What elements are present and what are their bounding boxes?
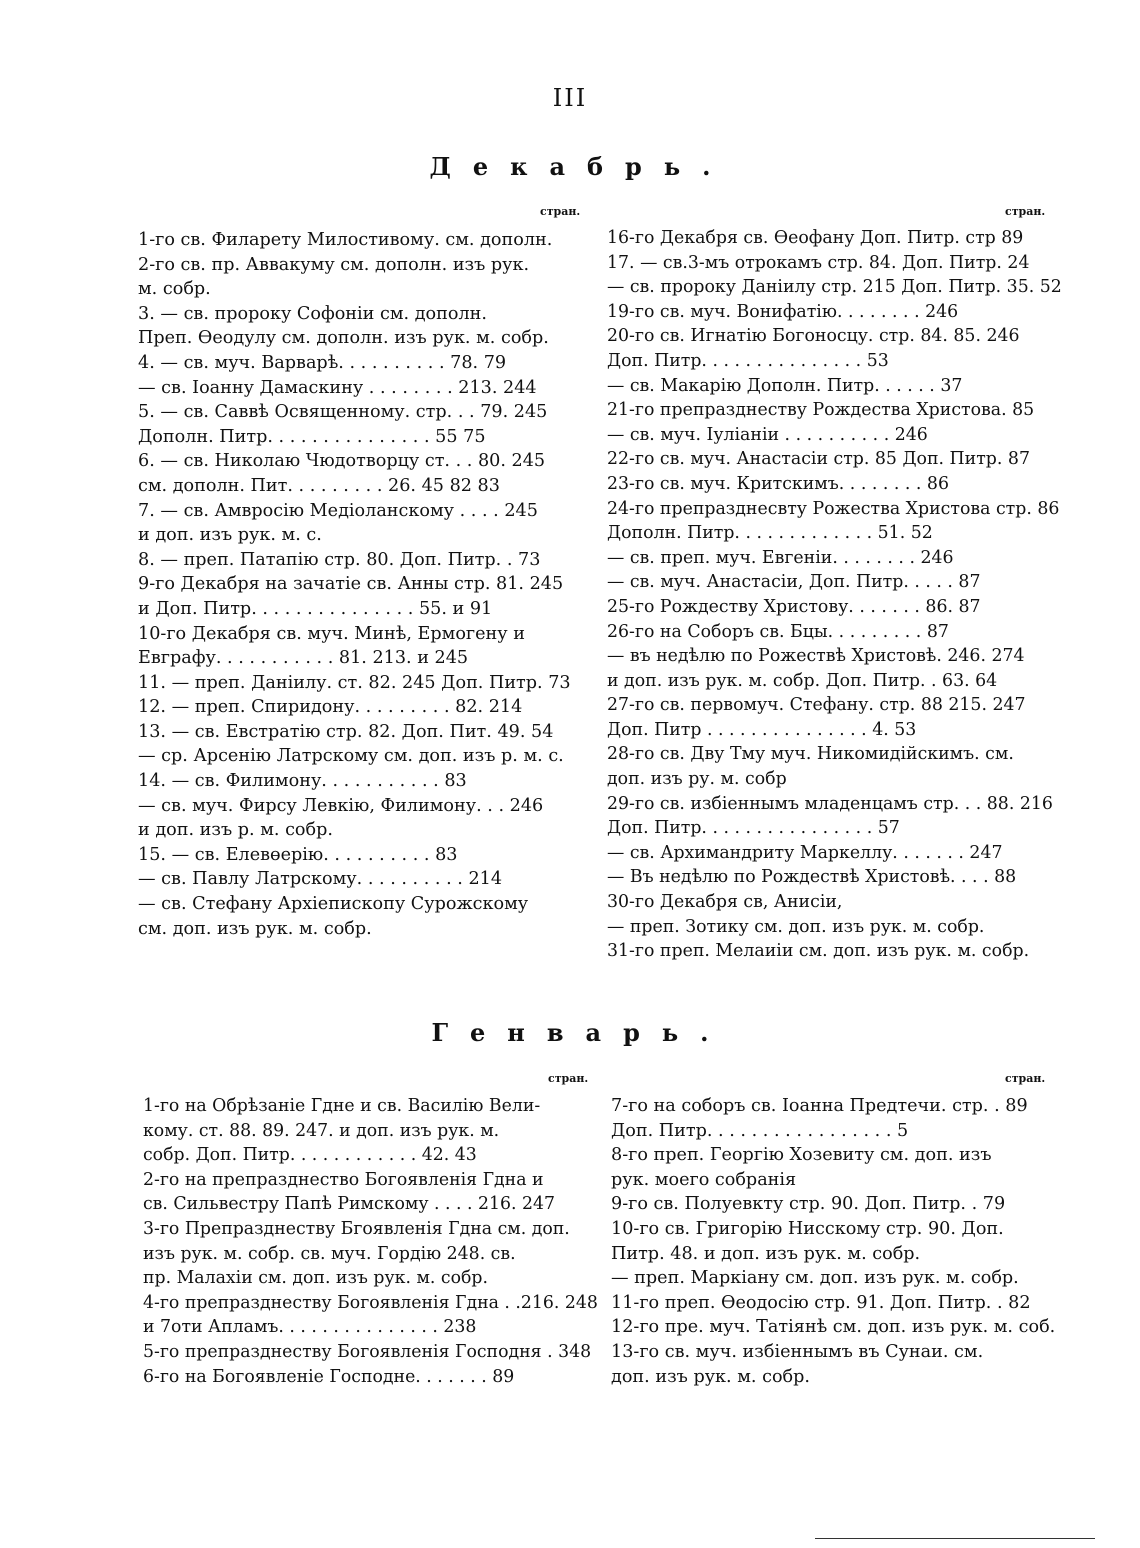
index-entry: 20-го св. Игнатію Богоносцу. стр. 84. 85. 246 <box>607 326 1020 347</box>
index-entry: 11. — преп. Даніилу. ст. 82. 245 Доп. Питр. 73 <box>138 672 571 693</box>
index-entry: 16-го Декабря св. Өеофану Доп. Питр. стр 89 <box>607 228 1024 248</box>
index-entry: 24-го препразднесвту Рожества Христова стр. 86 <box>607 498 1060 519</box>
index-entry: см. доп. изъ рук. м. собр. <box>138 918 372 939</box>
index-entry: Преп. Өеодулу см. дополн. изъ рук. м. собр. <box>138 328 549 349</box>
index-entry: 9-го св. Полуевкту стр. 90. Доп. Питр. . 79 <box>611 1194 1006 1215</box>
index-entry: доп. изъ рук. м. собр. <box>611 1366 811 1387</box>
index-entry: и 7оти Апламъ. . . . . . . . . . . . . . . 238 <box>143 1317 477 1338</box>
index-entry: 10-го св. Григорію Нисскому стр. 90. Доп. <box>611 1218 1004 1239</box>
section-title-january: Генварь. <box>431 1018 731 1047</box>
index-entry: 13. — св. Евстратію стр. 82. Доп. Пит. 49. 54 <box>138 721 554 742</box>
index-entry: доп. изъ ру. м. собр <box>607 769 787 790</box>
index-entry: — въ недѣлю по Рожествѣ Христовѣ. 246. 274 <box>607 646 1025 667</box>
index-entry: Доп. Питр . . . . . . . . . . . . . . . 4. 53 <box>607 719 917 740</box>
index-entry: см. дополн. Пит. . . . . . . . . 26. 45 82 83 <box>138 475 500 496</box>
index-entry: 2-го св. пр. Аввакуму см. дополн. изъ рук. <box>138 254 530 275</box>
section-title-december: Декабрь. <box>429 152 733 181</box>
index-entry: Дополн. Питр. . . . . . . . . . . . . 51. 52 <box>607 523 933 544</box>
index-entry: — св. муч. Анастасіи, Доп. Питр. . . . . 87 <box>607 572 981 593</box>
index-entry: и доп. изъ рук. м. собр. Доп. Питр. . 63. 64 <box>607 670 998 691</box>
index-entry: и доп. изъ рук. м. с. <box>138 525 322 546</box>
index-entry: 30-го Декабря св, Анисіи, <box>607 892 843 913</box>
index-entry: 13-го св. муч. избіеннымъ въ Сунаи. см. <box>611 1341 984 1362</box>
index-entry: — св. Макарію Дополн. Питр. . . . . . 37 <box>607 375 963 396</box>
index-entry: — св. муч. Фирсу Левкію, Филимону. . . 246 <box>138 795 544 816</box>
index-entry: 8-го преп. Георгію Хозевиту см. доп. изъ <box>611 1145 992 1166</box>
index-entry: 3-го Препразднеству Бгоявленія Гдна см. доп. <box>143 1218 570 1239</box>
index-entry: — св. преп. муч. Евгеніи. . . . . . . . 246 <box>607 547 954 568</box>
index-entry: 6. — св. Николаю Чюдотворцу ст. . . 80. 245 <box>138 451 546 472</box>
index-entry: — Въ недѣлю по Рождествѣ Христовѣ. . . . 88 <box>607 867 1017 888</box>
index-entry: 25-го Рождеству Христову. . . . . . . 86. 87 <box>607 596 981 617</box>
january-right-column <box>611 1094 1055 1389</box>
index-entry: 12-го пре. муч. Татіянѣ см. доп. изъ рук. м. соб. <box>611 1317 1056 1338</box>
index-entry: — преп. Маркіану см. доп. изъ рук. м. собр. <box>611 1268 1019 1289</box>
index-entry: — св. муч. Іуліаніи . . . . . . . . . . 246 <box>607 424 928 445</box>
bottom-rule <box>815 1538 1095 1539</box>
index-entry: 22-го св. муч. Анастасіи стр. 85 Доп. Питр. 87 <box>607 449 1030 470</box>
index-entry: 26-го на Соборъ св. Бцы. . . . . . . . . 87 <box>607 621 949 642</box>
index-entry: св. Сильвестру Папѣ Римскому . . . . 216. 247 <box>143 1194 556 1215</box>
index-entry: 9-го Декабря на зачатіе св. Анны стр. 81. 245 <box>138 574 564 595</box>
index-entry: — св. пророку Даніилу стр. 215 Доп. Питр. 35. 52 <box>607 277 1062 298</box>
index-entry: 1-го св. Филарету Милостивому. см. дополн. <box>138 230 553 250</box>
index-entry: — преп. Зотику см. доп. изъ рук. м. собр. <box>607 916 985 937</box>
index-entry: 7. — св. Амвросію Медіоланскому . . . . 245 <box>138 500 538 521</box>
index-entry: 11-го преп. Өеодосію стр. 91. Доп. Питр. . 82 <box>611 1292 1031 1313</box>
index-entry: Евграфу. . . . . . . . . . . 81. 213. и 245 <box>138 648 469 669</box>
index-entry: 2-го на препразднество Богоявленія Гдна и <box>143 1169 544 1190</box>
index-entry: — св. Архимандриту Маркеллу. . . . . . . 247 <box>607 842 1003 863</box>
index-entry: 27-го св. первомуч. Стефану. стр. 88 215. 247 <box>607 695 1026 716</box>
index-entry: и доп. изъ р. м. собр. <box>138 820 333 841</box>
index-entry: — св. Павлу Латрскому. . . . . . . . . . 214 <box>138 869 503 890</box>
december-left-column <box>138 228 571 941</box>
index-entry: Питр. 48. и доп. изъ рук. м. собр. <box>611 1243 921 1264</box>
index-entry: изъ рук. м. собр. св. муч. Гордію 248. св. <box>143 1243 516 1264</box>
index-entry: 4-го препразднеству Богоявленія Гдна . .216. 248 <box>143 1292 598 1313</box>
index-entry: Дополн. Питр. . . . . . . . . . . . . . . 55 75 <box>138 426 486 447</box>
index-entry: 4. — св. муч. Варварѣ. . . . . . . . . . 78. 79 <box>138 352 507 373</box>
january-left-column <box>143 1094 606 1389</box>
index-entry: — св. Стефану Архіепископу Сурожскому <box>138 894 529 915</box>
index-entry: 5-го препразднеству Богоявленія Господня . 348 <box>143 1341 592 1362</box>
left-column-header: стран. <box>548 1072 589 1085</box>
index-entry: кому. ст. 88. 89. 247. и доп. изъ рук. м. <box>143 1120 500 1141</box>
index-entry: 17. — св.3-мъ отрокамъ стр. 84. Доп. Питр. 24 <box>607 252 1030 273</box>
index-entry: Доп. Питр. . . . . . . . . . . . . . . . 57 <box>607 818 900 839</box>
index-entry: 6-го на Богоявленіе Господне. . . . . . . 89 <box>143 1366 515 1387</box>
index-entry: 3. — св. пророку Софоніи см. дополн. <box>138 303 487 324</box>
index-entry: и Доп. Питр. . . . . . . . . . . . . . . 55. и 91 <box>138 598 493 619</box>
december-right-column <box>607 226 1069 964</box>
index-entry: 10-го Декабря св. муч. Минѣ, Ермогену и <box>138 623 525 644</box>
page-number: III <box>552 84 588 112</box>
index-entry: 31-го преп. Мелаиіи см. доп. изъ рук. м. собр. <box>607 941 1030 962</box>
index-entry: 28-го св. Дву Тму муч. Никомидійскимъ. см. <box>607 744 1014 765</box>
index-entry: 14. — св. Филимону. . . . . . . . . . . 83 <box>138 771 467 792</box>
index-entry: 7-го на соборъ св. Іоанна Предтечи. стр. . 89 <box>611 1096 1028 1116</box>
index-entry: 12. — преп. Спиридону. . . . . . . . . 82. 214 <box>138 697 523 718</box>
index-entry: 29-го св. избіеннымъ младенцамъ стр. . . 88. 216 <box>607 793 1053 814</box>
index-entry: 19-го св. муч. Вонифатію. . . . . . . . 246 <box>607 301 959 322</box>
index-entry: 5. — св. Саввѣ Освященному. стр. . . 79. 245 <box>138 402 548 423</box>
index-entry: Доп. Питр. . . . . . . . . . . . . . . 53 <box>607 350 889 371</box>
index-entry: собр. Доп. Питр. . . . . . . . . . . . 42. 43 <box>143 1145 477 1166</box>
left-column-header: стран. <box>540 205 581 218</box>
index-entry: — ср. Арсенію Латрскому см. доп. изъ р. м. с. <box>138 746 564 767</box>
index-entry: рук. моего собранія <box>611 1169 797 1190</box>
index-entry: 8. — преп. Патапію стр. 80. Доп. Питр. . 73 <box>138 549 541 570</box>
right-column-header: стран. <box>1005 1072 1046 1085</box>
index-entry: Доп. Питр. . . . . . . . . . . . . . . . . 5 <box>611 1120 909 1141</box>
index-entry: пр. Малахіи см. доп. изъ рук. м. собр. <box>143 1268 488 1289</box>
index-entry: м. собр. <box>138 279 211 300</box>
index-entry: 21-го препразднеству Рождества Христова. 85 <box>607 400 1035 421</box>
index-entry: — св. Іоанну Дамаскину . . . . . . . . 213. 244 <box>138 377 537 398</box>
index-entry: 15. — св. Елевөерію. . . . . . . . . . 83 <box>138 844 458 865</box>
right-column-header: стран. <box>1005 205 1046 218</box>
index-entry: 23-го св. муч. Критскимъ. . . . . . . . 86 <box>607 473 949 494</box>
index-entry: 1-го на Обрѣзаніе Гдне и св. Василію Вели- <box>143 1096 541 1116</box>
